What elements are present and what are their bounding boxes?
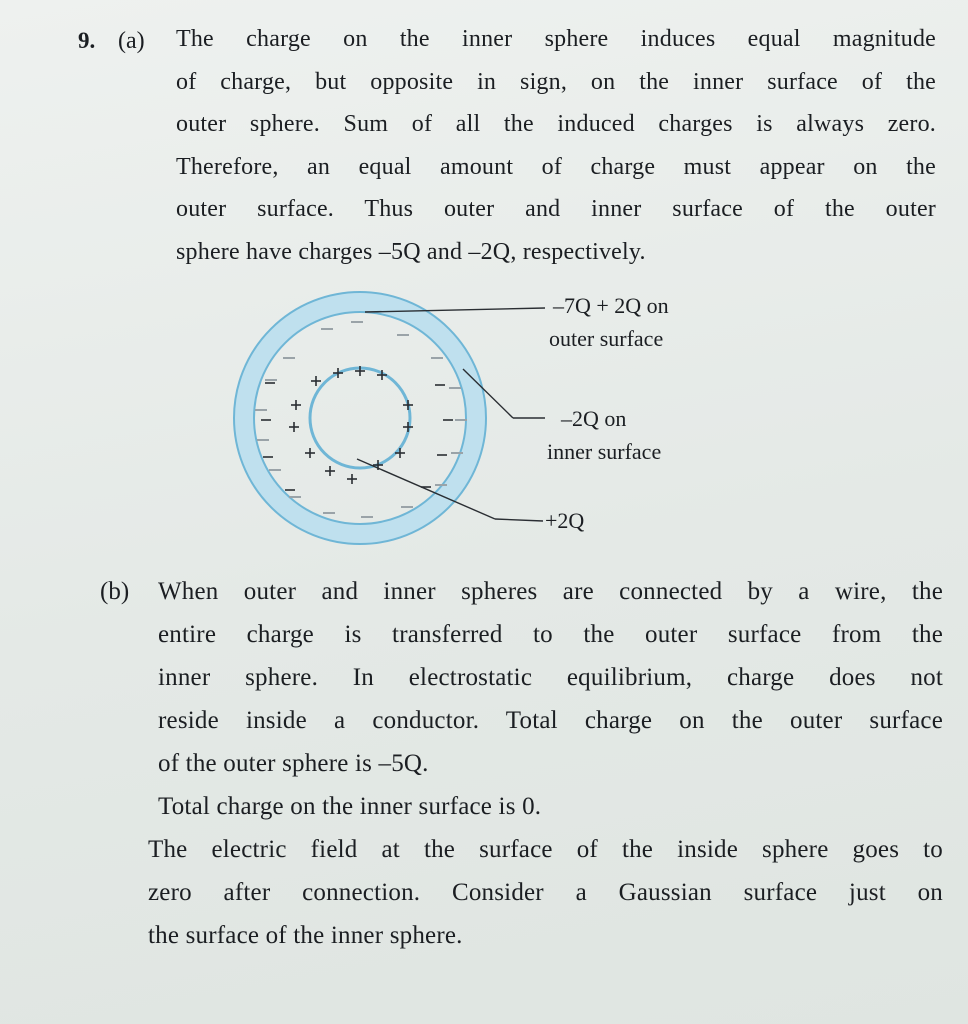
part-b-cont-line: zero after connection. Consider a Gaussian surface just on [148, 879, 943, 906]
part-a-line: The charge on the inner sphere induces equal magnitude [176, 26, 936, 52]
leader-inner-sphere-b [495, 519, 543, 521]
part-b-cont-line: The electric field at the surface of the inside sphere goes to [148, 836, 943, 863]
outer-surface-caption: outer surface [549, 326, 664, 351]
part-a-line: of charge, but opposite in sign, on the inner surface of the [176, 68, 936, 95]
outer-surface-minus-signs [255, 322, 467, 517]
part-b-cont-line: Total charge on the inner surface is 0. [158, 793, 542, 820]
inner-surface-charge: –2Q on [561, 406, 627, 431]
outer-shell [244, 302, 476, 534]
part-b-cont-line: the surface of the inner sphere. [148, 922, 463, 949]
inner-surface-minus-signs [261, 383, 453, 490]
sphere-diagram-svg [225, 285, 745, 565]
part-b-line: reside inside a conductor. Total charge on the outer surface [158, 707, 943, 734]
part-b-continuation [148, 785, 943, 957]
sphere-diagram [225, 285, 745, 565]
part-a-line: sphere have charges –5Q and –2Q, respectively. [176, 238, 646, 265]
part-b-line: inner sphere. In electrostatic equilibrium, charge does not [158, 664, 943, 691]
part-b-label: (b) [100, 578, 130, 605]
part-a-line: outer sphere. Sum of all the induced charges is always zero. [176, 111, 936, 137]
inner-surface-caption: inner surface [547, 439, 662, 464]
part-a-line: outer surface. Thus outer and inner surface of the outer [176, 196, 936, 222]
part-b-line: of the outer sphere is –5Q. [158, 750, 429, 777]
part-b-text [158, 570, 943, 785]
inner-sphere-charge: +2Q [545, 508, 585, 533]
part-a-line: Therefore, an equal amount of charge must appear on the [176, 153, 936, 180]
part-a-text [176, 18, 936, 273]
question-number: 9. [78, 28, 96, 53]
part-b-line: When outer and inner spheres are connected by a wire, the [158, 578, 943, 605]
outer-surface-charge: –7Q + 2Q on [553, 293, 669, 318]
part-a-label: (a) [118, 28, 145, 54]
part-b-line: entire charge is transferred to the outer surface from the [158, 621, 943, 648]
